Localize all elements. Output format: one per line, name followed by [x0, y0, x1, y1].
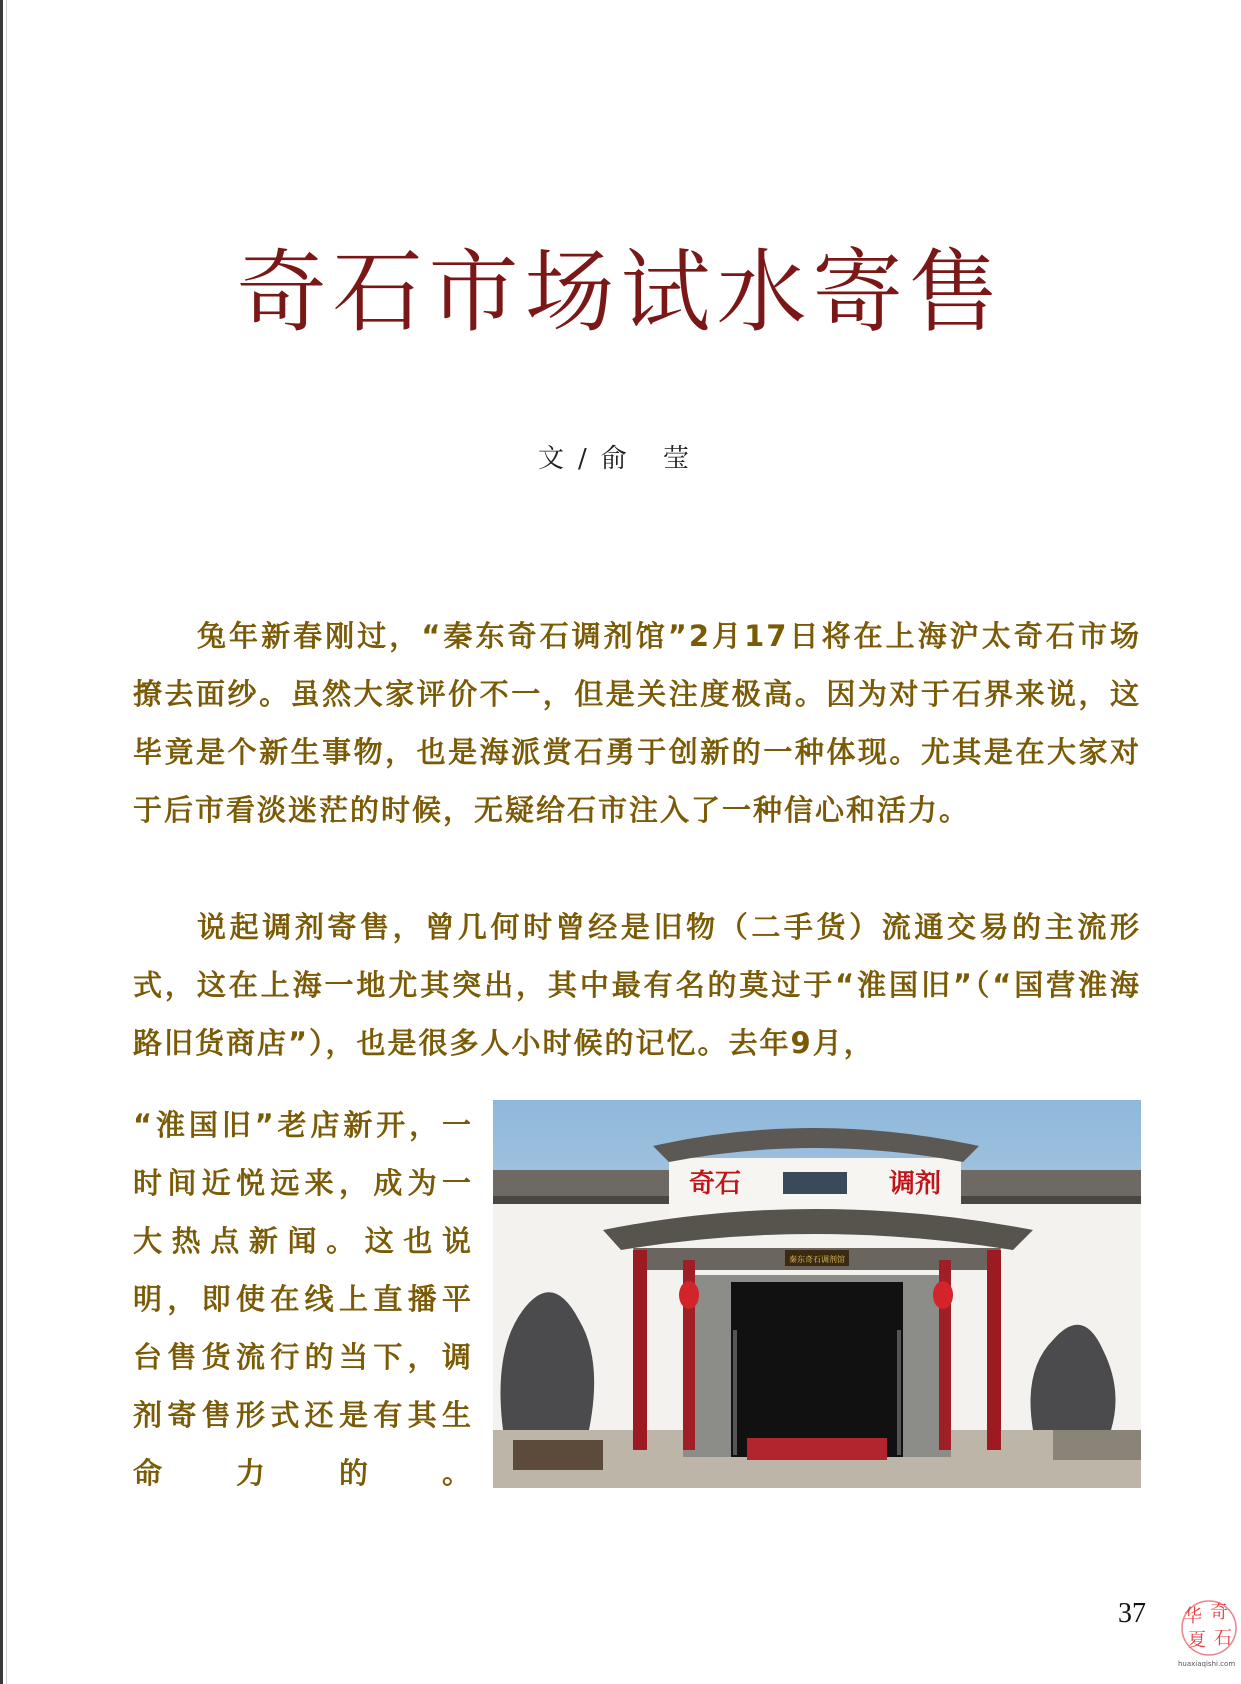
watermark-url: huaxiaqishi.com — [1178, 1660, 1236, 1668]
sign-left-text: 奇石 — [688, 1169, 742, 1199]
article-paragraph-2: 说起调剂寄售，曾几何时曾经是旧物（二手货）流通交易的主流形式，这在上海一地尤其突出，其中最有名的莫过于“淮国旧”（“国营淮海路旧货商店”），也是很多人小时候的记忆。去年9月， — [133, 910, 1141, 1060]
article-title: 奇石市场试水寄售 — [236, 240, 1005, 345]
watermark-char-shi: 石 — [1214, 1628, 1232, 1649]
door-plaque-text: 秦东奇石调剂馆 — [789, 1255, 845, 1264]
article-paragraph-2-continued: “淮国旧”老店新开，一时间近悦远来，成为一大热点新闻。这也说明，即使在线上直播平台售货流行的当下，调剂寄售形式还是有其生命力的。 — [133, 1108, 473, 1490]
storefront-photo — [493, 1100, 1141, 1488]
page-number: 37 — [1118, 1598, 1146, 1629]
watermark-stamp-logo — [1176, 1594, 1238, 1674]
watermark-char-hua: 华 — [1184, 1606, 1202, 1627]
watermark-char-xia: 夏 — [1188, 1630, 1206, 1651]
sign-right-text: 调剂 — [888, 1169, 942, 1199]
article-byline: 文/俞 莹 — [537, 444, 704, 474]
watermark-char-qi: 奇 — [1210, 1602, 1228, 1623]
article-paragraph-1: 兔年新春刚过，“秦东奇石调剂馆”2月17日将在上海沪太奇石市场撩去面纱。虽然大家评价不一，但是关注度极高。因为对于石界来说，这毕竟是个新生事物，也是海派赏石勇于创新的一种体现。尤其是在大家对于后市看淡迷茫的时候，无疑给石市注入了一种信心和活力。 — [133, 619, 1141, 827]
